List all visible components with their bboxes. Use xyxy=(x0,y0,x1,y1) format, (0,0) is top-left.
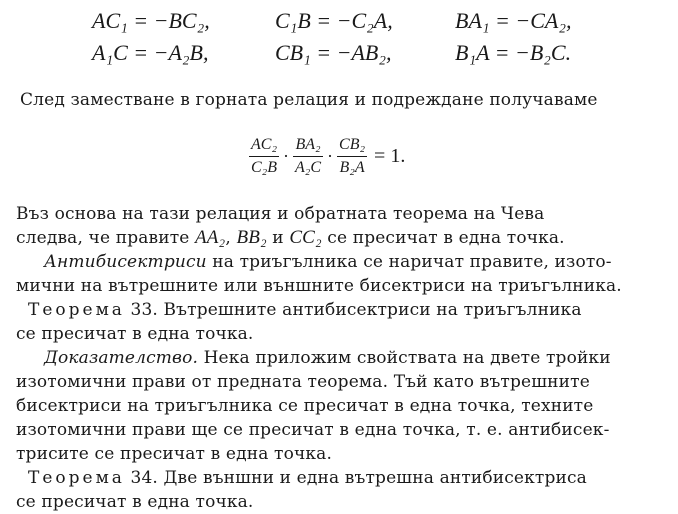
fraction-equation xyxy=(246,128,405,184)
formula-row-2 xyxy=(0,40,678,70)
line-cc2: CC₂ xyxy=(289,227,322,248)
equation-c1b: C₁B = −C₂A, xyxy=(275,8,393,33)
fraction-2-denominator: A₂C xyxy=(295,158,322,176)
theorem-label: Теорема xyxy=(28,468,125,488)
formula-row-1 xyxy=(0,8,678,38)
equation-a1c: A₁C = −A₂B, xyxy=(92,40,209,65)
proof-line-5: трисите се пресичат в една точка. xyxy=(16,444,332,464)
multiply-dot: · xyxy=(327,145,334,166)
theorem-label: Теорема xyxy=(28,300,125,320)
equation-ac1: AC₁ = −BC₂, xyxy=(92,8,210,33)
fraction-1 xyxy=(249,135,279,178)
multiply-dot: · xyxy=(283,145,290,166)
text-segment: на триъгълника се наричат правите, изото- xyxy=(206,252,612,272)
proof-label: Доказателство. xyxy=(44,348,199,368)
equation-ba1: BA₁ = −CA₂, xyxy=(455,8,572,33)
equation-b1a: B₁A = −B₂C. xyxy=(455,40,572,65)
equation-cb1: CB₁ = −AB₂, xyxy=(275,40,392,65)
theorem-34-line-2: се пресичат в една точка. xyxy=(16,492,254,512)
definition-line-1 xyxy=(44,250,612,274)
fraction-3-denominator: B₂A xyxy=(339,158,365,176)
proof-line-2: изотомични прави от предната теорема. Тъй като вътрешните xyxy=(16,372,590,392)
fraction-1-denominator: C₂B xyxy=(251,158,278,176)
fraction-2-numerator: BA₂ xyxy=(293,135,322,157)
fraction-1-numerator: AC₂ xyxy=(249,135,279,157)
theorem-34-line-1 xyxy=(28,466,587,490)
fraction-3 xyxy=(337,135,367,178)
paragraph-1-line-2 xyxy=(16,226,565,250)
paragraph-1-line-1: Въз основа на тази релация и обратната теорема на Чева xyxy=(16,204,545,224)
proof-line-3: бисектриси на триъгълника се пресичат в една точка, техните xyxy=(16,396,594,416)
text-segment: 33. Вътрешните антибисектриси на триъгълника xyxy=(124,300,582,320)
fraction-2 xyxy=(293,135,323,178)
text-segment: Нека приложим свойствата на двете тройки xyxy=(198,348,611,368)
intro-line: След заместване в горната релация и подреждане получаваме xyxy=(20,90,598,110)
equals-one: = 1. xyxy=(374,144,406,167)
theorem-33-line-1 xyxy=(28,298,582,322)
definition-term: Антибисектриси xyxy=(44,252,207,272)
text-segment: , xyxy=(225,228,237,248)
theorem-33-line-2: се пресичат в една точка. xyxy=(16,324,254,344)
line-bb2: BB₂ xyxy=(236,227,267,248)
definition-line-2: мични на вътрешните или външните бисектриси на триъгълника. xyxy=(16,276,622,296)
fraction-3-numerator: CB₂ xyxy=(337,135,367,157)
text-segment: 34. Две външни и една вътрешна антибисектриса xyxy=(124,468,587,488)
proof-line-1 xyxy=(44,346,611,370)
text-segment: следва, че правите xyxy=(16,228,196,248)
text-segment: се пресичат в една точка. xyxy=(321,228,565,248)
line-aa2: AA₂ xyxy=(195,227,226,248)
proof-line-4: изотомични прави ще се пресичат в една точка, т. е. антибисек- xyxy=(16,420,610,440)
text-segment: и xyxy=(266,228,290,248)
